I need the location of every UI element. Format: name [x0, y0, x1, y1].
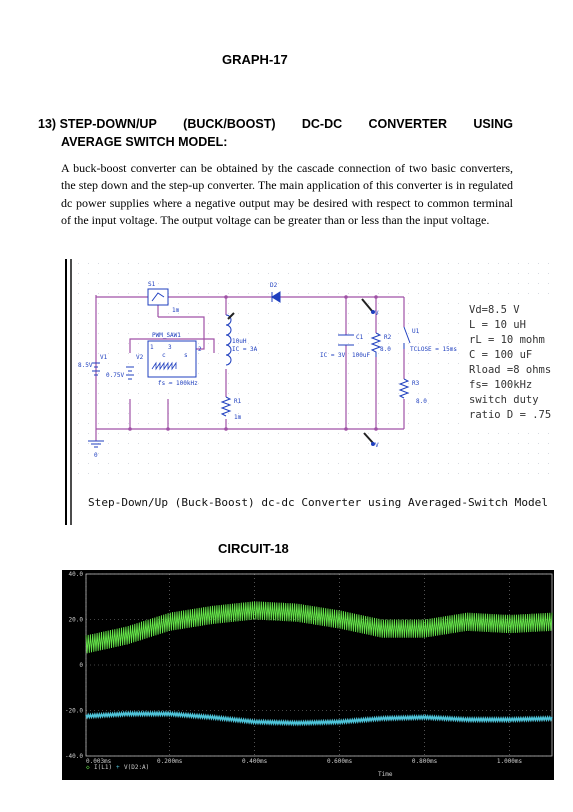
param-line-5: Rload =8 ohms — [469, 364, 552, 376]
param-line-8: ratio D = .75 — [469, 409, 552, 421]
legend-series-1: I(L1) — [94, 764, 113, 771]
schematic-caption: Step-Down/Up (Buck-Boost) dc-dc Converter using Averaged-Switch Model — [88, 496, 548, 509]
chart-legend — [86, 764, 149, 771]
legend-marker-2: + — [116, 764, 120, 771]
param-line-6: fs= 100kHz — [469, 379, 533, 391]
label-c1-value: 100uF — [352, 352, 371, 359]
x-tick-label: 0.600ms — [326, 758, 353, 765]
x-tick-label: 0.400ms — [241, 758, 268, 765]
label-v2: V2 — [136, 354, 144, 361]
section-heading-line1 — [38, 115, 513, 133]
pwm-block — [148, 341, 196, 377]
label-v1: V1 — [100, 354, 108, 361]
label-s1-sub: 1m — [172, 307, 180, 314]
section-heading — [38, 115, 513, 151]
x-tick-label: 0.800ms — [411, 758, 438, 765]
label-pwm-s: s — [184, 352, 188, 359]
param-line-3: rL = 10 mohm — [469, 334, 545, 346]
circuit-title: CIRCUIT-18 — [218, 541, 289, 556]
chart-background — [62, 570, 554, 780]
label-c1: C1 — [356, 334, 364, 341]
schematic-figure — [64, 257, 558, 527]
param-line-2: L = 10 uH — [469, 319, 526, 331]
label-tclose: TCLOSE = 15ms — [410, 346, 457, 353]
y-tick-label: -20.0 — [64, 707, 83, 715]
label-u1: U1 — [412, 328, 420, 335]
label-probe-bottom: V — [375, 442, 379, 449]
x-tick-label: 1.000ms — [496, 758, 523, 765]
label-pwm: PWM_SAW1 — [152, 332, 181, 339]
label-probe-top: V — [375, 310, 379, 317]
y-tick-label: 20.0 — [68, 616, 83, 624]
section-heading-part-2: (BUCK/BOOST) — [183, 117, 276, 131]
label-r2: R2 — [384, 334, 392, 341]
chart-x-axis-label: Time — [378, 771, 393, 778]
label-r1: R1 — [234, 398, 242, 405]
label-s1: S1 — [148, 281, 156, 288]
param-line-7: switch duty — [469, 394, 539, 406]
graph-title: GRAPH-17 — [222, 52, 288, 67]
label-r3: R3 — [412, 380, 420, 387]
label-pwm-pin1: 1 — [150, 344, 154, 351]
legend-series-2: V(D2:A) — [124, 764, 150, 771]
scope-chart — [62, 570, 554, 780]
label-ground: 0 — [94, 452, 98, 459]
section-heading-part-1: 13) STEP-DOWN/UP — [38, 117, 157, 131]
x-tick-label: 0.003ms — [86, 758, 112, 765]
label-r2-value: 8.0 — [380, 346, 391, 353]
section-heading-part-3: DC-DC — [301, 117, 343, 131]
param-line-1: Vd=8.5 V — [469, 304, 520, 316]
label-v2-value: 0.75V — [106, 372, 125, 379]
label-pwm-pin2: 2 — [198, 346, 202, 353]
label-v1-value: 8.5V — [78, 362, 93, 369]
y-tick-label: 40.0 — [68, 571, 83, 578]
x-tick-label: 0.200ms — [157, 758, 183, 765]
y-tick-label: -40.0 — [64, 753, 83, 760]
label-pwm-c: c — [162, 352, 166, 359]
y-tick-label: 0 — [79, 662, 83, 669]
legend-marker-1: ◇ — [86, 764, 90, 771]
label-pwm-pin3: 3 — [168, 344, 172, 351]
label-r1-value: 1m — [234, 414, 242, 421]
label-inductor-ic: IC = 3A — [232, 346, 258, 353]
switch-s1 — [148, 289, 168, 305]
label-pwm-fs: fs = 100kHz — [158, 380, 198, 387]
body-paragraph: A buck-boost converter can be obtained by the cascade connection of two basic converters, the step down and the step-up converter. The main application of this converter is in regulated dc power supplies where a negative output may be desired with respect to common terminal of the input voltage. The output voltage can be greater than or less than the input voltage. — [61, 161, 513, 228]
label-c1-ic: IC = 3V — [320, 352, 346, 359]
section-heading-line2: AVERAGE SWITCH MODEL: — [61, 135, 228, 149]
label-inductor-value: 10uH — [232, 338, 247, 345]
section-heading-part-5: USING — [473, 117, 513, 131]
label-d2: D2 — [270, 282, 278, 289]
param-line-4: C = 100 uF — [469, 349, 533, 361]
label-r3-value: 8.0 — [416, 398, 427, 405]
section-heading-part-4: CONVERTER — [368, 117, 447, 131]
